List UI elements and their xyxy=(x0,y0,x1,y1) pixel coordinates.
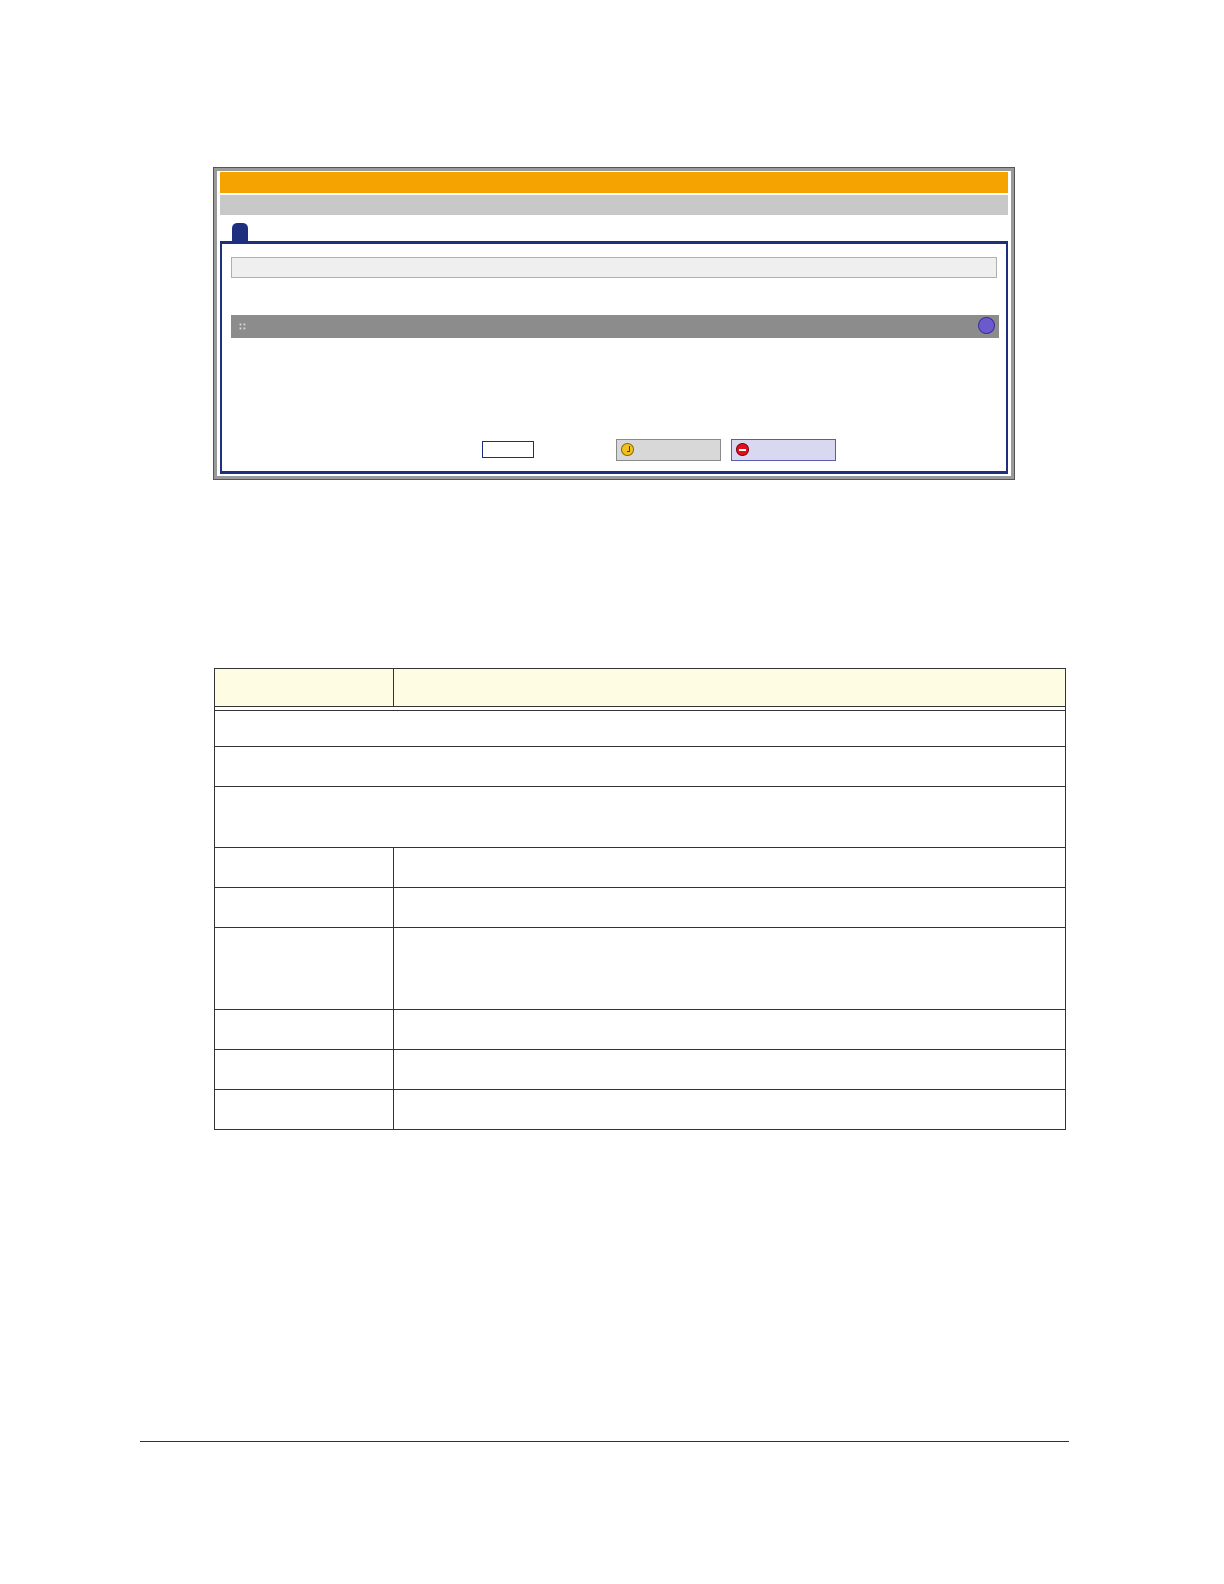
description-table xyxy=(214,668,1066,1130)
help-icon[interactable] xyxy=(978,317,995,334)
auto-refresh-message xyxy=(231,257,997,278)
description-table-header xyxy=(215,669,1066,707)
clock-icon xyxy=(621,443,634,456)
sub-nav xyxy=(220,195,1008,215)
tab-router-statistics[interactable] xyxy=(232,223,248,242)
table-row xyxy=(215,1090,1066,1130)
table-row xyxy=(215,848,1066,888)
header-cell-2 xyxy=(394,669,1066,707)
poll-interval-bar xyxy=(222,439,1006,463)
set-interval-button[interactable] xyxy=(616,439,721,461)
poll-interval-input[interactable] xyxy=(482,441,534,458)
table-row xyxy=(215,928,1066,1010)
footer-rule xyxy=(140,1441,1069,1442)
router-statistics-screenshot xyxy=(213,167,1015,480)
table-row xyxy=(215,787,1066,848)
header-cell-1 xyxy=(215,669,394,707)
table-row xyxy=(215,888,1066,928)
grip-icon: ∷ xyxy=(239,322,246,333)
section-header xyxy=(231,315,999,338)
table-row xyxy=(215,747,1066,787)
stop-icon xyxy=(736,443,749,456)
router-statistics-panel xyxy=(220,241,1008,474)
stop-button[interactable] xyxy=(731,439,836,461)
main-nav xyxy=(220,172,1008,193)
table-row xyxy=(215,1010,1066,1050)
table-row xyxy=(215,1050,1066,1090)
table-row xyxy=(215,711,1066,747)
